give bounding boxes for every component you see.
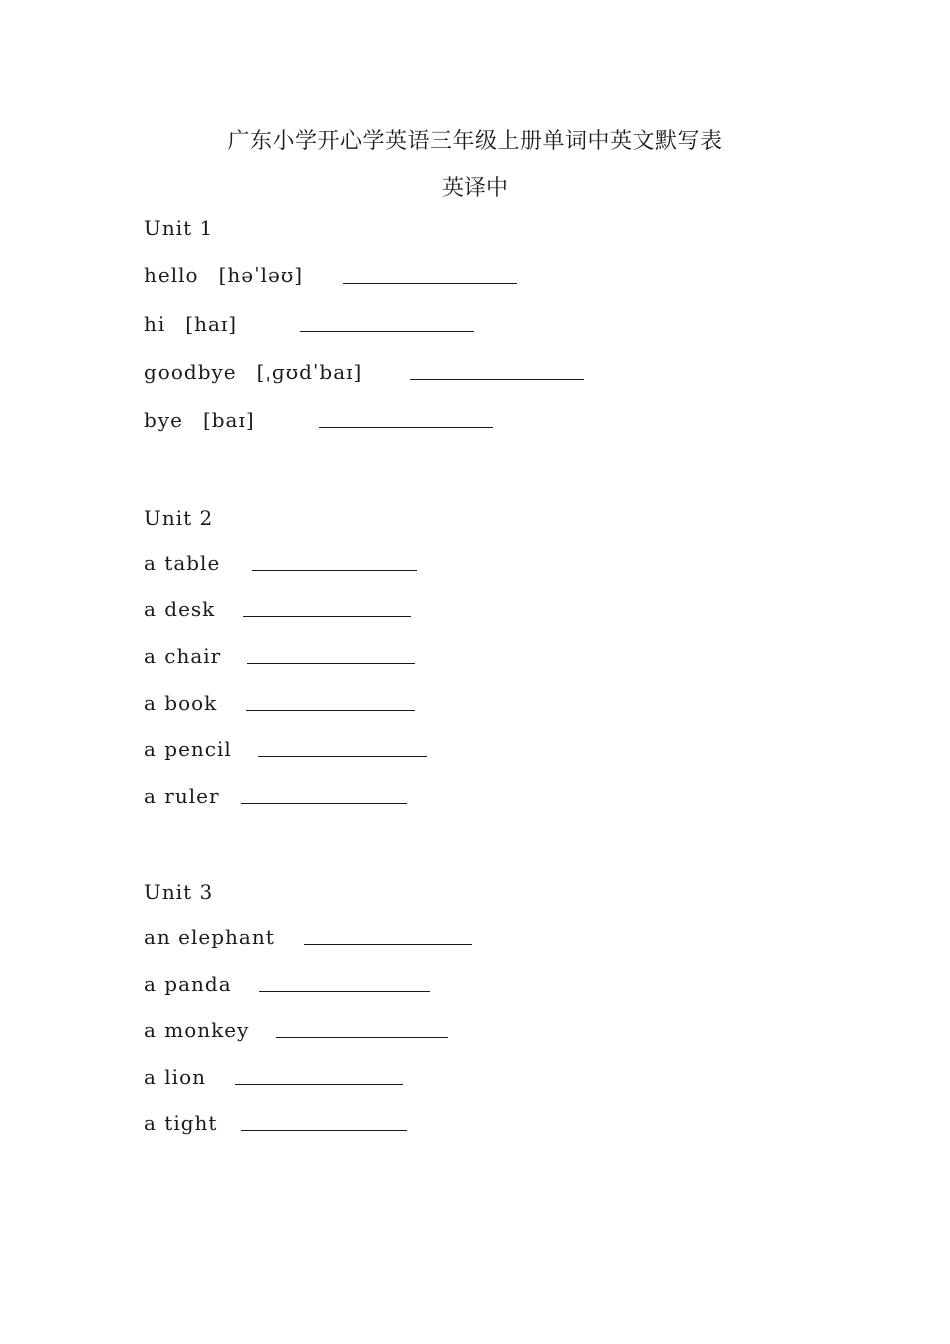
answer-blank[interactable] — [235, 1084, 403, 1085]
vocab-phonetic: [ˌɡʊdˈbaɪ] — [256, 360, 363, 384]
unit-2-heading: Unit 2 — [144, 506, 214, 530]
answer-blank[interactable] — [276, 1037, 448, 1038]
vocab-item: a tight — [144, 1111, 218, 1135]
vocab-item: a book — [144, 691, 218, 715]
unit-3-heading: Unit 3 — [144, 880, 214, 904]
answer-blank[interactable] — [243, 616, 411, 617]
answer-blank[interactable] — [410, 379, 584, 380]
vocab-item: a chair — [144, 644, 222, 668]
vocab-word: hi — [144, 312, 166, 336]
vocab-item — [144, 312, 237, 336]
answer-blank[interactable] — [259, 991, 430, 992]
vocab-item: a desk — [144, 597, 216, 621]
page-title: 广东小学开心学英语三年级上册单词中英文默写表 — [227, 129, 723, 154]
vocab-item: a pencil — [144, 737, 232, 761]
vocab-item: an elephant — [144, 925, 275, 949]
vocab-item — [144, 408, 255, 432]
vocab-word: goodbye — [144, 360, 237, 384]
vocab-item: a ruler — [144, 784, 220, 808]
answer-blank[interactable] — [319, 427, 493, 428]
vocab-word: bye — [144, 408, 183, 432]
vocab-item — [144, 360, 362, 384]
answer-blank[interactable] — [258, 756, 427, 757]
vocab-item: a panda — [144, 972, 232, 996]
vocab-item: a lion — [144, 1065, 206, 1089]
answer-blank[interactable] — [304, 944, 472, 945]
answer-blank[interactable] — [241, 803, 407, 804]
vocab-word: hello — [144, 263, 199, 287]
answer-blank[interactable] — [343, 283, 517, 284]
answer-blank[interactable] — [300, 331, 474, 332]
unit-1-heading: Unit 1 — [144, 216, 214, 240]
answer-blank[interactable] — [252, 570, 417, 571]
vocab-item: a table — [144, 551, 221, 575]
page-subtitle: 英译中 — [441, 176, 508, 201]
vocab-phonetic: [haɪ] — [185, 312, 238, 336]
vocab-phonetic: [həˈləʊ] — [218, 263, 304, 287]
answer-blank[interactable] — [247, 663, 415, 664]
vocab-phonetic: [baɪ] — [202, 408, 255, 432]
answer-blank[interactable] — [241, 1130, 407, 1131]
vocab-item — [144, 263, 303, 287]
answer-blank[interactable] — [246, 710, 415, 711]
vocab-item: a monkey — [144, 1018, 250, 1042]
